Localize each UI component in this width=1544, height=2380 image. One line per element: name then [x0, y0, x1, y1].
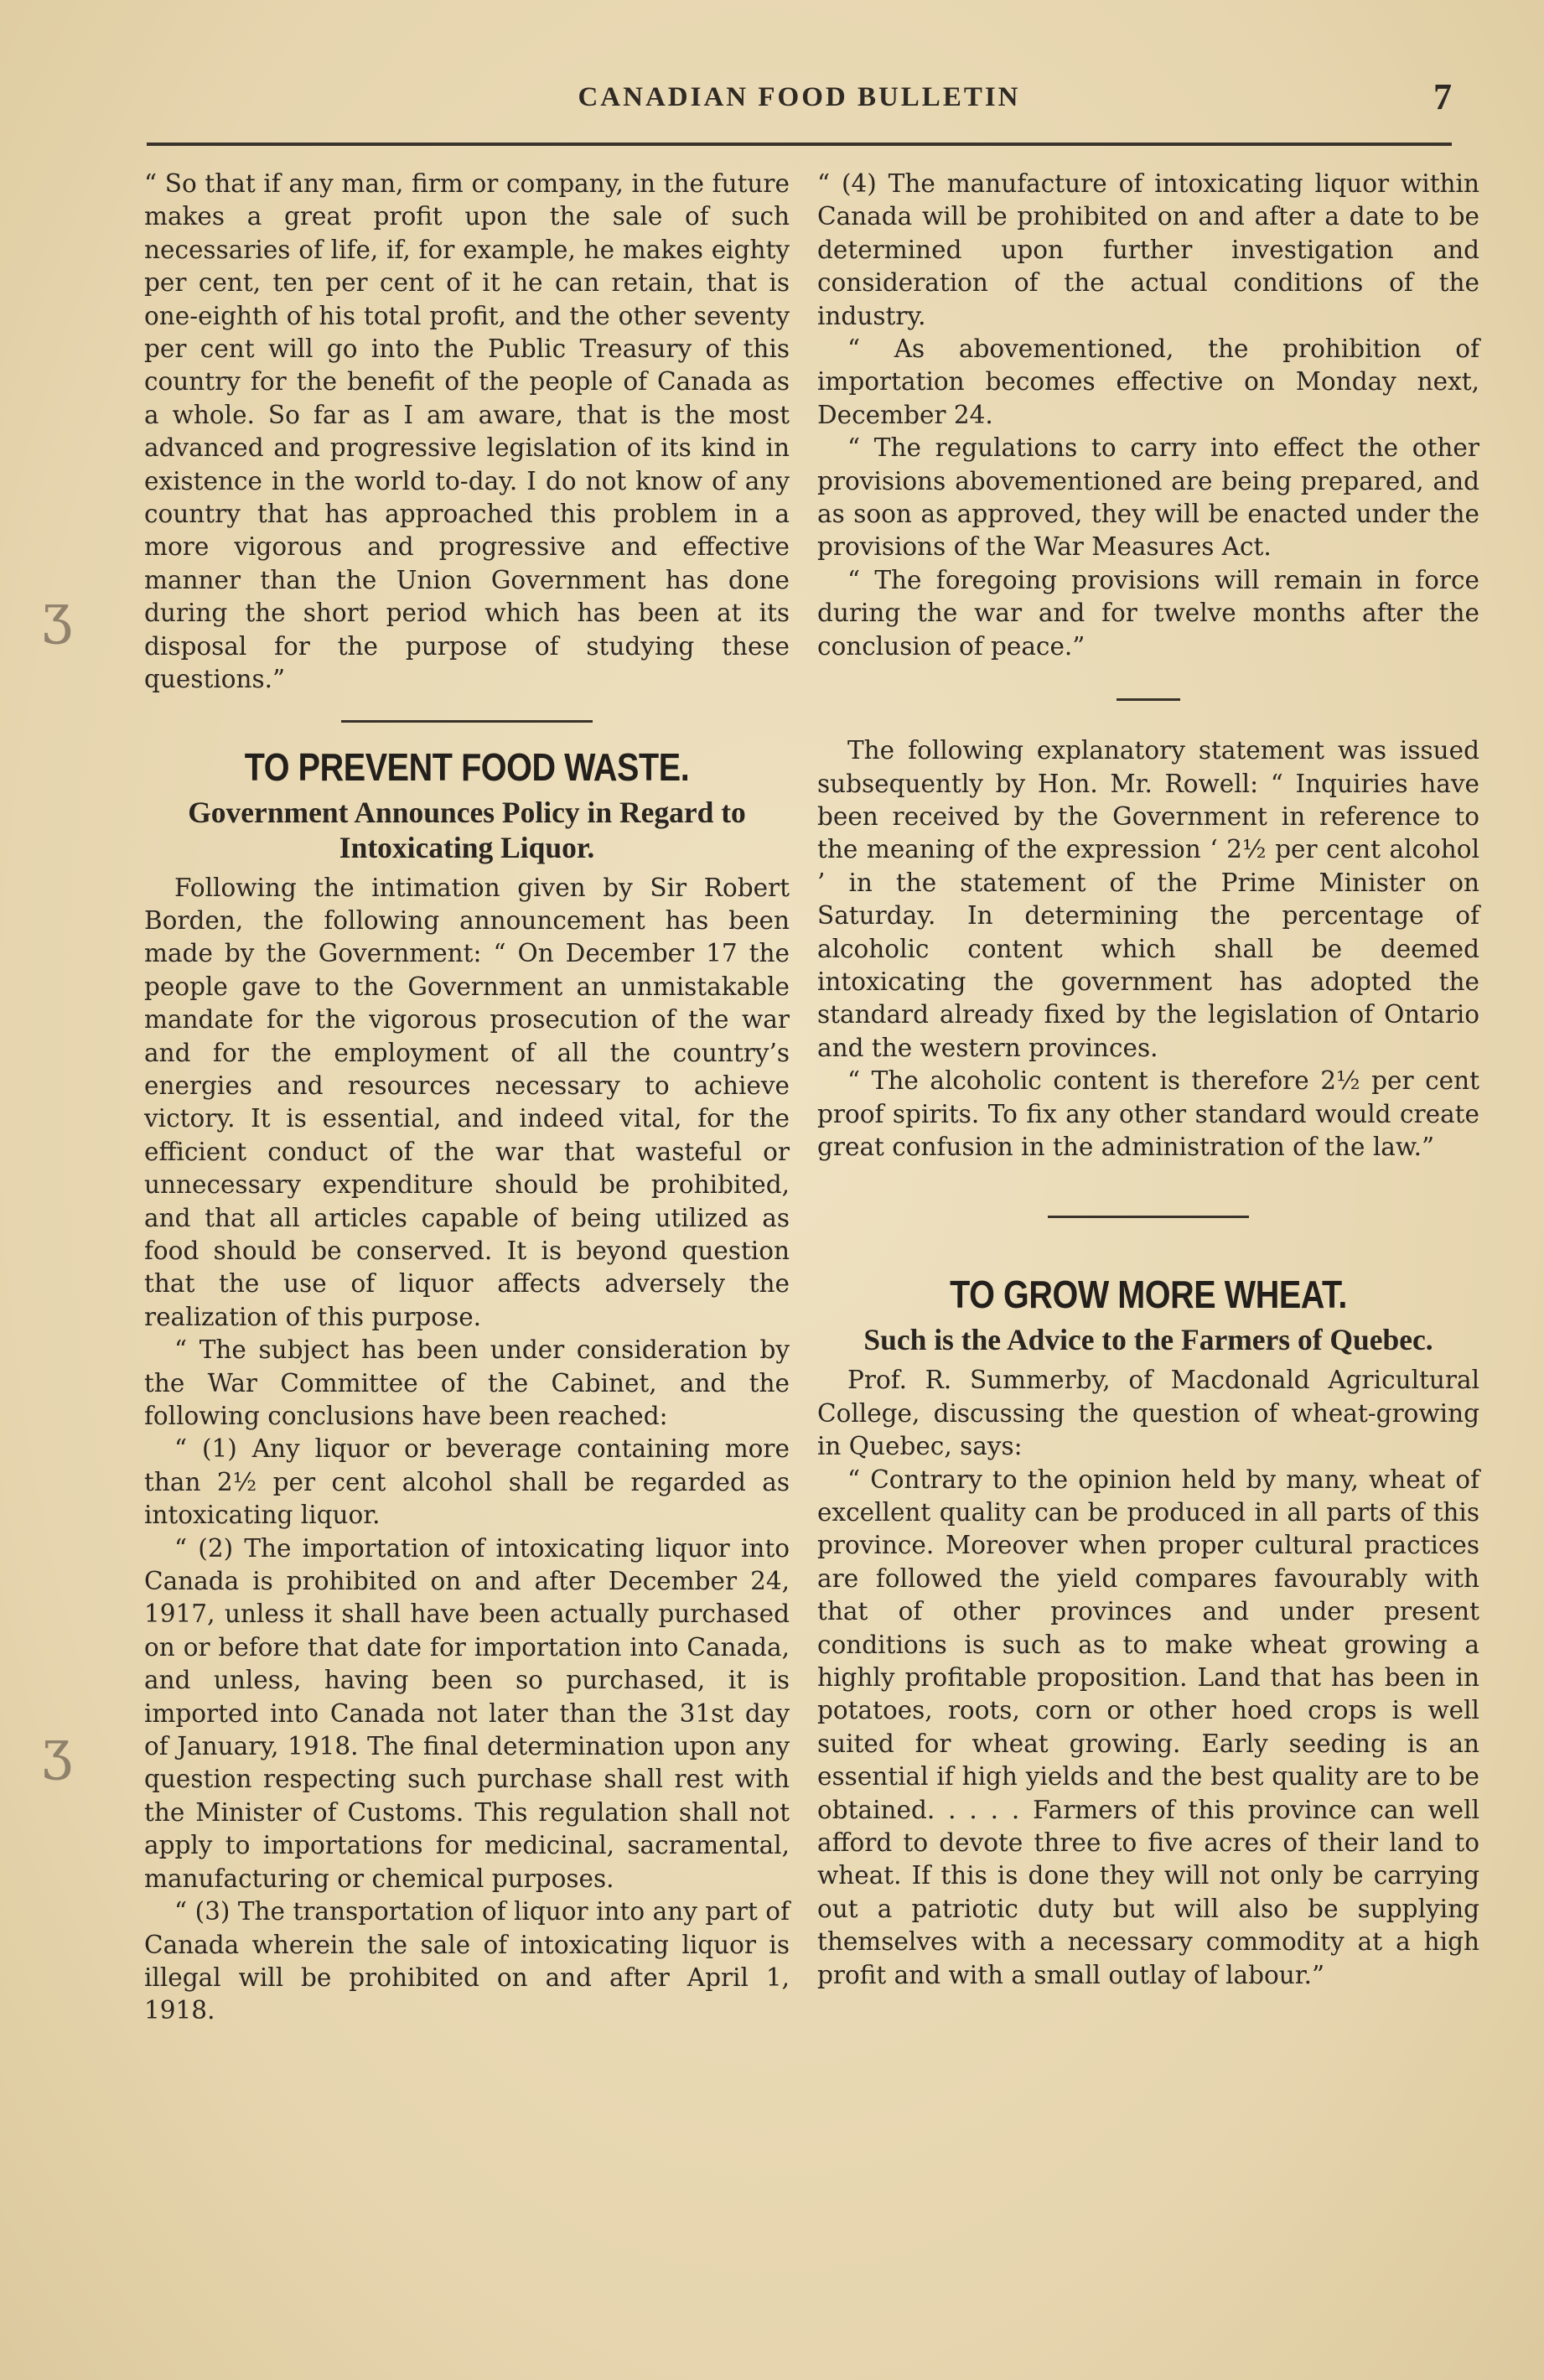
statement-paragraph: The following explanatory statement was issued subsequently by Hon. Mr. Rowell: “ Inquiries have been received by the Government in reference to the meaning of the expression ‘ 2½ per cent alcohol ’ in the statement of the Prime Minister on Saturday. In determining the percentage of alcoholic content which shall be deemed intoxicating the government has adopted the standard already fixed by the legislation of Ontario and the western provinces. — [817, 736, 1479, 1062]
continuation-paragraph: “ As abovementioned, the prohibition of importation becomes effective on Monday next, December 24. — [817, 334, 1479, 429]
article-heading-wheat: TO GROW MORE WHEAT. — [950, 1273, 1347, 1317]
continuation-paragraph: “ The foregoing provisions will remain in force during the war and for twelve months after the conclusion of peace.” — [817, 565, 1479, 661]
article-paragraph: “ (3) The transportation of liquor into any part of Canada wherein the sale of intoxicating liquor is illegal will be prohibited on and after April 1, 1918. — [144, 1897, 790, 2025]
page-number: 7 — [1433, 76, 1452, 117]
article-paragraph: “ Contrary to the opinion held by many, wheat of excellent quality can be produced in all parts of this province. Moreover when proper cultural practices are followed the yield compares favourably with that of other provinces and under present conditions is such as to make wheat growing a highly profitable proposition. Land that has been in potatoes, roots, corn or other hoed crops is well suited for wheat growing. Early seeding is an essential if high yields and the best quality are to be obtained. . . . . Farmers of this province can well afford to devote three to five acres of their land to wheat. If this is done they will not only be carrying out a patriotic duty but will also be supplying themselves with a necessary commodity at a high profit and with a small outlay of labour.” — [817, 1465, 1479, 1989]
section-divider — [1048, 1216, 1249, 1218]
article-paragraph: “ (2) The importation of intoxicating liquor into Canada is prohibited on and after December 24, 1917, unless it shall have been actually purchased on or before that date for importation into Canada, and unless, having been so purchased, it is imported into Canada not later than the 31st day of January, 1918. The final determination upon any question respecting such purchase shall rest with the Minister of Customs. This regulation shall not apply to importations for medicinal, sacramental, manufacturing or chemical purposes. — [144, 1533, 790, 1893]
section-divider — [341, 720, 593, 723]
article-paragraph: Prof. R. Summerby, of Macdonald Agricultural College, discussing the question of wheat-growing in Quebec, says: — [817, 1366, 1479, 1461]
article-paragraph: Following the intimation given by Sir Robert Borden, the following announcement has been made by the Government: “ On December 17 the people gave to the Government an unmistakable mandate for the vigorous prosecution of the war and for the employment of all the country’s energies and resources necessary to achieve victory. It is essential, and indeed vital, for the efficient conduct of the war that wasteful or unnecessary expenditure should be prohibited, and that all articles capable of being utilized as food should be conserved. It is beyond question that the use of liquor affects adversely the realization of this purpose. — [144, 873, 790, 1331]
page-header — [147, 75, 1452, 126]
intro-paragraph: “ So that if any man, firm or company, in the future makes a great profit upon the sale of such necessaries of life, if, for example, he makes eighty per cent, ten per cent of it he can retain, that is one-eighth of his total profit, and the other seventy per cent will go into the Public Treasury of this country for the benefit of the people of Canada as a whole. So far as I am aware, that is the most advanced and progressive legislation of its kind in existence in the world to-day. I do not know of any country that has approached this problem in a more vigorous and progressive and effective manner than the Union Government has done during the short period which has been at its disposal for the purpose of studying these questions.” — [144, 169, 790, 694]
continuation-paragraph: “ The regulations to carry into effect the other provisions abovementioned are being prepared, and as soon as approved, they will be enacted under the provisions of the War Measures Act. — [817, 433, 1479, 562]
article-paragraph: “ (1) Any liquor or beverage containing more than 2½ per cent alcohol shall be regarded as intoxicating liquor. — [144, 1434, 790, 1530]
article-subheading-wheat: Such is the Advice to the Farmers of Quebec. — [863, 1323, 1433, 1357]
statement-paragraph: “ The alcoholic content is therefore 2½ per cent proof spirits. To fix any other standard would create great confusion in the administration of the law.” — [817, 1066, 1479, 1161]
article-heading-food-waste: TO PREVENT FOOD WASTE. — [244, 744, 690, 789]
article-subheading-food-waste: Government Announces Policy in Regard to Intoxicating Liquor. — [188, 795, 746, 864]
margin-stain-mark: ʒ — [42, 583, 73, 646]
right-column — [817, 168, 1479, 1992]
header-rule — [147, 143, 1452, 146]
publication-title: CANADIAN FOOD BULLETIN — [578, 82, 1021, 112]
article-paragraph: “ The subject has been under consideration by the War Committee of the Cabinet, and the following conclusions have been reached: — [144, 1335, 790, 1430]
left-column — [144, 168, 790, 2028]
continuation-paragraph: “ (4) The manufacture of intoxicating liquor within Canada will be prohibited on and after a date to be determined upon further investigation and consideration of the actual conditions of the industry. — [817, 169, 1479, 330]
short-divider — [1117, 698, 1180, 701]
margin-stain-mark: ʒ — [42, 1719, 73, 1781]
